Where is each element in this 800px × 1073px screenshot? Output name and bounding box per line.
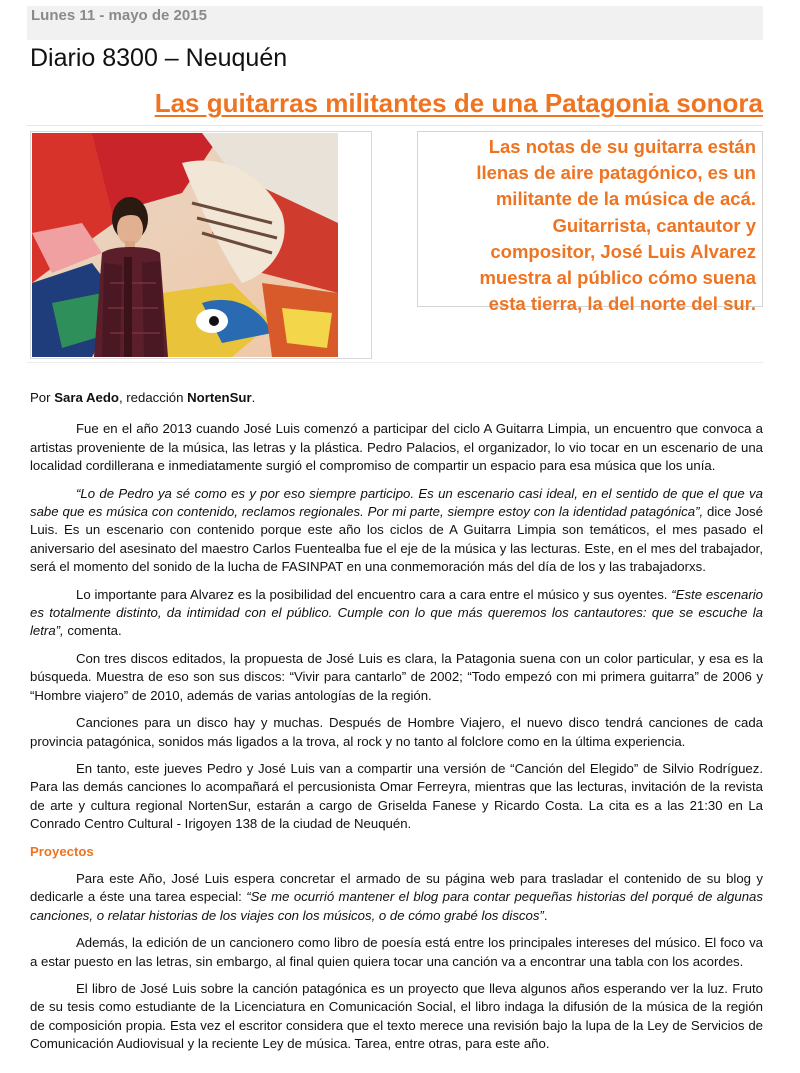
paragraph: Canciones para un disco hay y muchas. Después de Hombre Viajero, el nuevo disco tendrá canciones de cada provincia patagónica, sonidos más ligados a la trova, al rock y no tanto al folclore como en la última experiencia. xyxy=(30,715,763,749)
paragraph: El libro de José Luis sobre la canción patagónica es un proyecto que lleva algunos años esperando ver la luz. Fruto de su tesis como estudiante de la Licenciatura en Comunicación Social, el libro indaga la difusión de la música de la región de composición propia. Esta vez el escritor considera que el texto merece una revisión bajo la lupa de la Ley de Servicios de Comunicación Audiovisual y la reciente Ley de música. Tarea, entre otras, para este año. xyxy=(30,980,763,1052)
lead-line: Las notas de su guitarra están xyxy=(488,136,756,157)
divider xyxy=(27,362,763,363)
byline-prefix: Por xyxy=(30,390,55,405)
section-title: Proyectos xyxy=(30,843,94,859)
lead-text xyxy=(424,134,756,317)
byline xyxy=(30,389,763,407)
paragraph: En tanto, este jueves Pedro y José Luis van a compartir una versión de “Canción del Elegido” de Silvio Rodríguez. Para las demás canciones lo acompañará el percusionista Omar Ferreyra, mientras que las lecturas, invitación de la revista de arte y cultura regional NortenSur, estarán a cargo de Griselda Fanese y Ricardo Costa. La cita es a las 21:30 en La Conrado Centro Cultural - Irigoyen 138 de la ciudad de Neuquén. xyxy=(30,760,763,832)
paragraph xyxy=(30,485,763,577)
lead-line: Guitarrista, cantautor y xyxy=(552,214,756,236)
lead-line: compositor, José Luis Alvarez xyxy=(490,240,756,262)
divider xyxy=(27,125,763,126)
byline-mid: , redacción xyxy=(118,390,188,405)
quote: “Se me ocurrió mantener el blog para contar pequeñas historias del porqué de algunas canciones, o relatar historias de los viajes con los músicos, o de cómo grabé los discos” xyxy=(30,889,763,923)
headline[interactable]: Las guitarras militantes de una Patagonia sonora xyxy=(154,88,763,118)
paragraph: Con tres discos editados, la propuesta de José Luis es clara, la Patagonia suena con un color particular, y esa es la búsqueda. Muestra de eso son sus discos: “Vivir para cantarlo” de 2002; “Todo empezó con mi primera guitarra” de 2006 y “Hombre viajero” de 2010, además de varias antologías de la región. xyxy=(30,650,763,703)
lead-line: llenas de aire patagónico, es un xyxy=(476,162,756,184)
lead-line: militante de la música de acá. xyxy=(495,188,756,210)
paragraph-text: dice José Luis. Es un escenario con contenido porque este año los ciclos de A Guitarra Limpia son temáticos, el mes pasado el aniversario del asesinato del maestro Carlos Fuentealba fue el eje de la música y las lecturas. Este, en el mes del trabajador, será el momento del sonido de la lucha de FASINPAT en una conmemoración más del día de los y las trabajadorxs. xyxy=(30,504,763,575)
author-name: Sara Aedo xyxy=(54,390,119,405)
source-title: Diario 8300 – Neuquén xyxy=(30,44,288,72)
article-body xyxy=(30,389,763,1063)
date-text: Lunes 11 - mayo de 2015 xyxy=(31,7,207,24)
byline-end: . xyxy=(251,390,256,405)
paragraph-text: comenta. xyxy=(63,623,122,639)
quote: “Este escenario es totalmente distinto, da intimidad con el público. Cumple con lo que más queremos los cantautores: que se escuche la letra”, xyxy=(30,586,764,639)
date-bar xyxy=(27,6,763,40)
lead-box xyxy=(417,131,763,315)
paragraph-text: Para este Año, José Luis espera concretar el armado de su página web para trasladar el contenido de su blog y dedicarle a éste una tarea especial: xyxy=(30,870,763,905)
paragraph: Fue en el año 2013 cuando José Luis comenzó a participar del ciclo A Guitarra Limpia, un encuentro que convoca a artistas proveniente de la música, las letras y la plástica. Pedro Palacios, el organizador, lo vio tocar en un escenario de una localidad cordillerana e inmediatamente surgió el compromiso de compartir un espacio para esa música que los unía. xyxy=(30,421,763,474)
lead-line: esta tierra, la del norte del sur. xyxy=(488,293,756,315)
paragraph xyxy=(30,586,763,641)
photo-frame xyxy=(30,131,372,359)
lead-line: muestra al público cómo suena xyxy=(479,267,756,289)
outlet-name: NortenSur xyxy=(187,390,252,405)
paragraph-text: Lo importante para Alvarez es la posibilidad del encuentro cara a cara entre el músico y sus oyentes. xyxy=(76,586,672,602)
paragraph xyxy=(30,870,763,925)
paragraph: Además, la edición de un cancionero como libro de poesía está entre los principales intereses del músico. El foco va a estar puesto en las letras, sin embargo, al final quien quiera tocar una canción va a encontrar una tabla con los acordes. xyxy=(30,935,763,969)
mural-photo-illustration xyxy=(32,133,338,357)
paragraph-text: . xyxy=(543,907,548,923)
article-photo xyxy=(32,133,338,357)
quote: “Lo de Pedro ya sé como es y por eso siempre participo. Es un escenario casi ideal, en el sentido de que el que va sabe que es música con contenido, reclamos regionales. Por mi parte, siempre estoy con la identidad patagónica”, xyxy=(30,485,763,520)
